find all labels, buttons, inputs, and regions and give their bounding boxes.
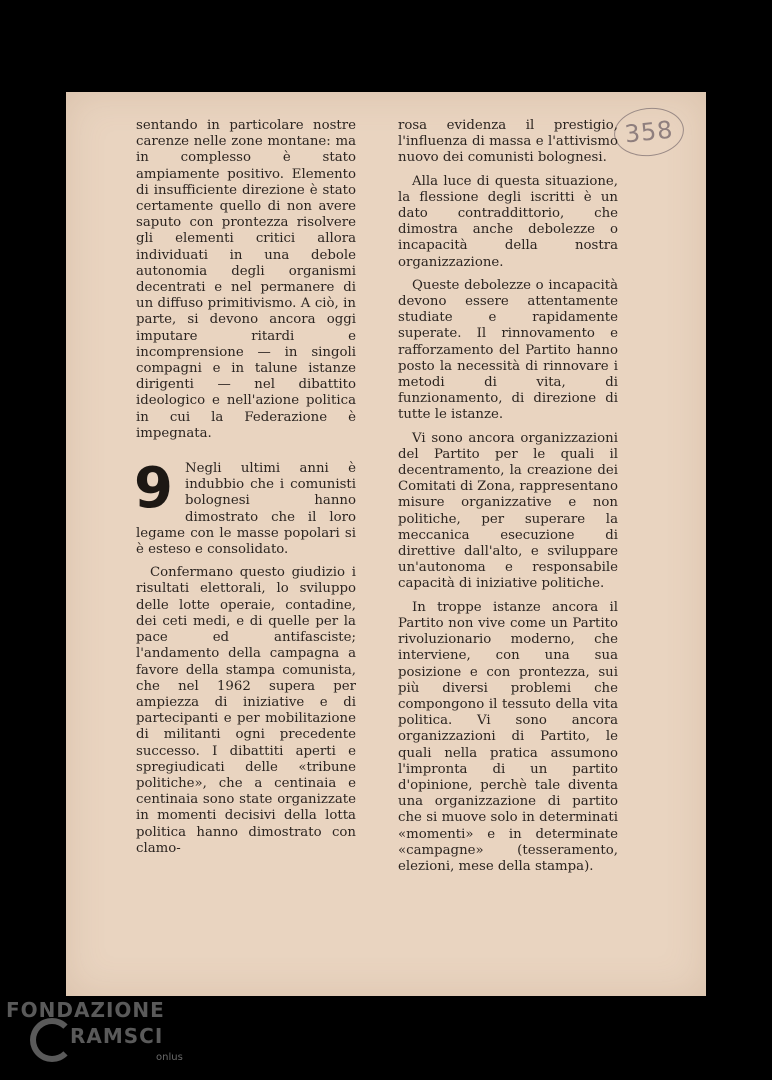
logo-text-onlus: onlus [156,1052,183,1063]
logo-text-gramsci: RAMSCI [70,1024,164,1048]
logo-g-icon [30,1018,74,1062]
right-column [398,118,618,882]
right-paragraph-3: Queste debolezze o incapacità devono essere attentamente studiate e rapidamente superate. Il rinnovamento e rafforzamento del Partito hanno posto la necessità di rinnovare i metodi di vita, di funzionamento, di direzione di tutte le istanze. [398,277,618,423]
left-paragraph-2: Negli ultimi anni è indubbio che i comunisti bolognesi hanno dimostrato che il loro legame con le masse popolari si è esteso e consolidato. [136,461,356,558]
logo-text-fondazione: FONDAZIONE [6,998,165,1022]
right-paragraph-2: Alla luce di questa situazione, la flessione degli iscritti è un dato contraddittorio, che dimostra anche debolezze o incapacità della nostra organizzazione. [398,173,618,270]
right-paragraph-5: In troppe istanze ancora il Partito non vive come un Partito rivoluzionario moderno, che interviene, con una sua posizione e con prontezza, sui più diversi problemi che compongono il tessuto della vita politica. Vi sono ancora organizzazioni di Partito, le quali nella pratica assumono l'impronta di un partito d'opinione, perchè tale diventa una organizzazione di partito che si muove solo in determinati «momenti» e in determinate «campagne» (tesseramento, elezioni, mese della stampa). [398,599,618,874]
right-paragraph-4: Vi sono ancora organizzazioni del Partito per le quali il decentramento, la creazione dei Comitati di Zona, rappresentano misure organizzative e non politiche, per superare la meccanica esecuzione di direttive dall'alto, e sviluppare un'autonoma e responsabile capacità di iniziative politiche. [398,430,618,592]
section-number: 9 [134,456,173,522]
fondazione-gramsci-logo [6,996,206,1080]
left-column [136,118,356,864]
left-paragraph-3: Confermano questo giudizio i risultati elettorali, lo sviluppo delle lotte operaie, contadine, dei ceti medi, e di quelle per la pace ed antifasciste; l'andamento della campagna a favore della stampa comunista, che nel 1962 supera per ampiezza di iniziative e di partecipanti e per mobilitazione di militanti ogni precedente successo. I dibattiti aperti e spregiudicati delle «tribune politiche», che a centinaia e centinaia sono state organizzate in momenti decisivi della lotta politica hanno dimostrato con clamo- [136,565,356,856]
left-paragraph-1: sentando in particolare nostre carenze nelle zone montane: ma in complesso è stato ampiamente positivo. Elemento di insufficiente direzione è stato certamente quello di non avere saputo con prontezza risolvere gli elementi critici allora individuati in una debole autonomia degli organismi decentrati e nel permanere di un diffuso primitivismo. A ciò, in parte, si devono ancora oggi imputare ritardi e incomprensione — in singoli compagni e in talune istanze dirigenti — nel dibattito ideologico e nell'azione politica in cui la Federazione è impegnata. [136,118,356,441]
page-number-stamp: 358 [612,104,687,159]
right-paragraph-1: rosa evidenza il prestigio, l'influenza di massa e l'attivismo nuovo dei comunisti bolognesi. [398,118,618,166]
